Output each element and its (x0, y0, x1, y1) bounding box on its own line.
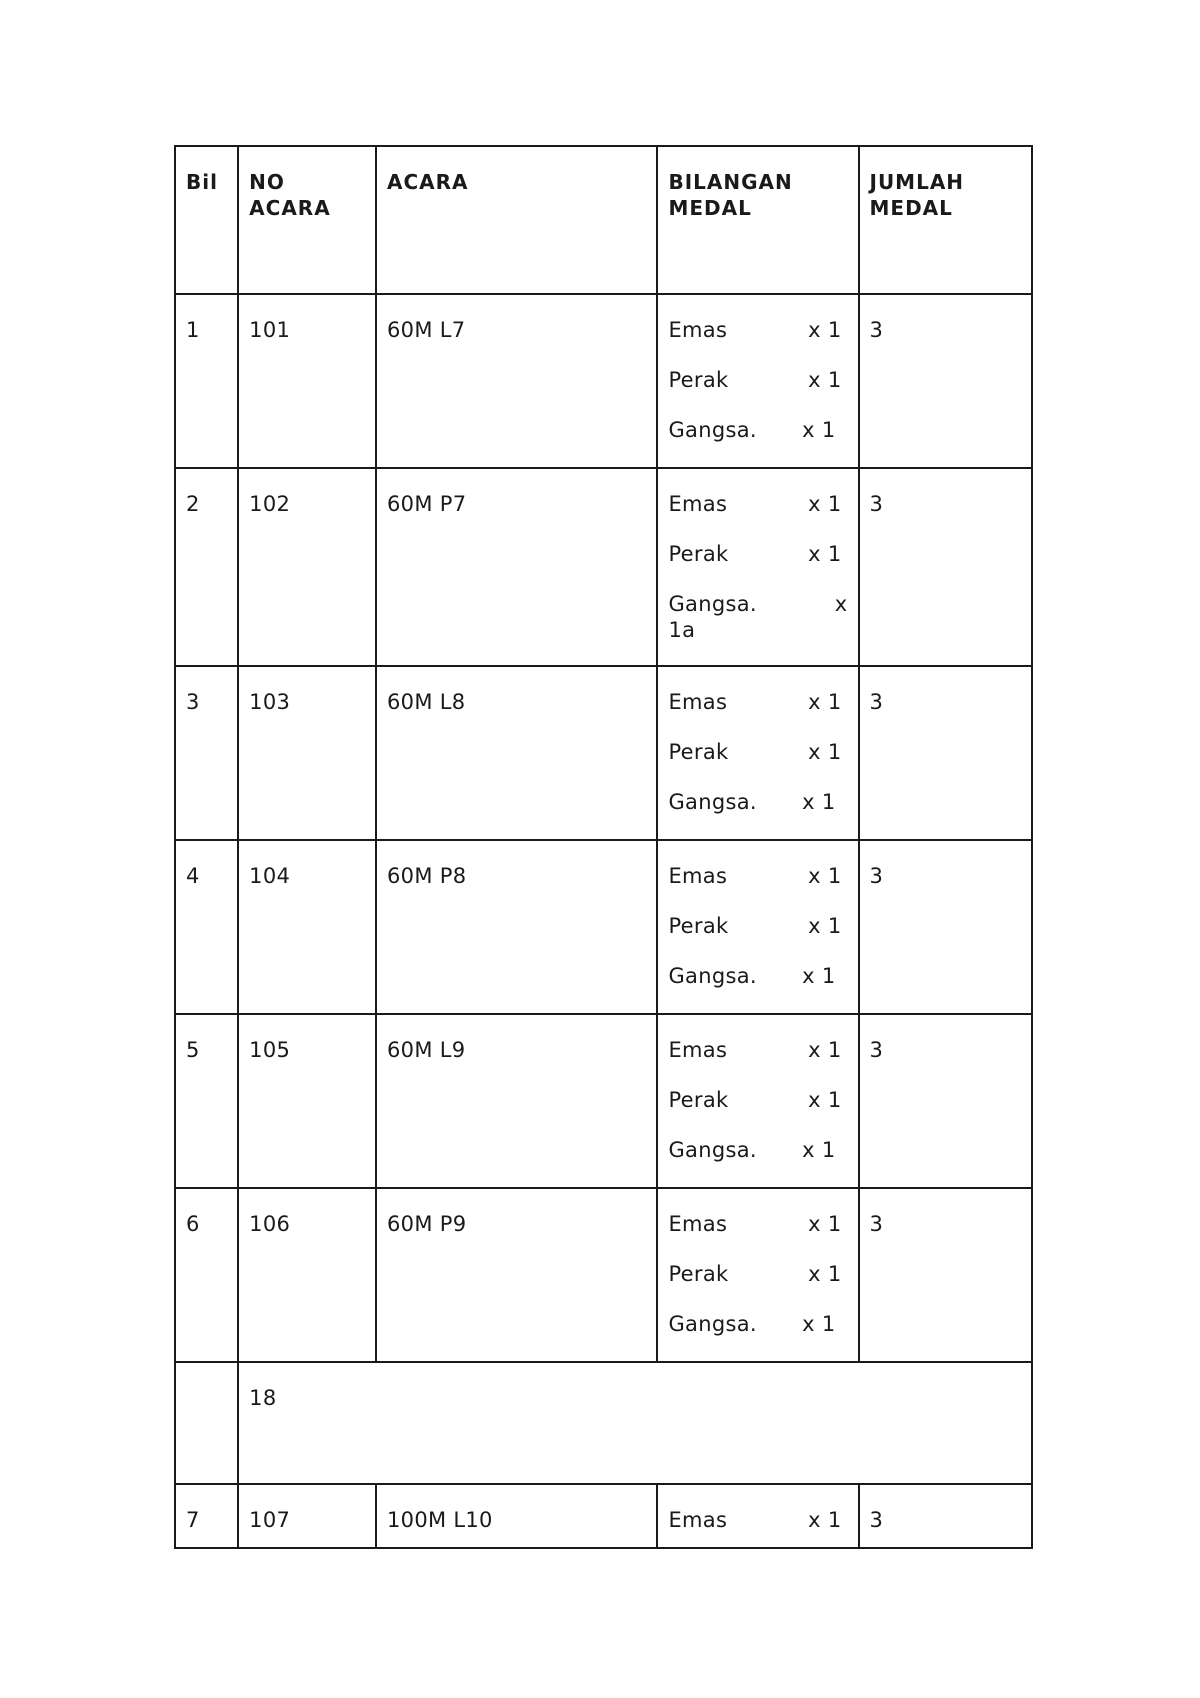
medal-line: Emas x 1 (668, 1212, 842, 1236)
cell-no-acara: 101 (238, 294, 376, 468)
table-row (175, 666, 1032, 840)
table-row (175, 1484, 1032, 1548)
medal-line: Gangsa. x 1a (668, 592, 848, 642)
table-row (175, 1014, 1032, 1188)
table-row (175, 468, 1032, 666)
medal-line: Emas x 1 (668, 1038, 842, 1062)
cell-bilangan-medal (657, 1014, 858, 1188)
cell-bil: 7 (175, 1484, 238, 1548)
header-no-acara: NO ACARA (238, 146, 376, 294)
cell-jumlah-medal: 3 (859, 666, 1033, 840)
cell-acara: 60M P7 (376, 468, 657, 666)
table-row (175, 840, 1032, 1014)
cell-no-acara: 102 (238, 468, 376, 666)
medal-line: Gangsa. x 1 (668, 418, 836, 442)
cell-acara: 60M L9 (376, 1014, 657, 1188)
subtotal-cell: 18 (238, 1362, 1032, 1484)
cell-bilangan-medal (657, 1188, 858, 1362)
medal-line: Perak x 1 (668, 914, 842, 938)
medal-line: Gangsa. x 1 (668, 1138, 836, 1162)
medal-line: Perak x 1 (668, 1262, 842, 1286)
cell-bil: 4 (175, 840, 238, 1014)
cell-bilangan-medal (657, 468, 858, 666)
medal-line: Perak x 1 (668, 1088, 842, 1112)
cell-no-acara: 104 (238, 840, 376, 1014)
cell-acara: 60M L7 (376, 294, 657, 468)
cell-jumlah-medal: 3 (859, 294, 1033, 468)
medal-line: Perak x 1 (668, 368, 842, 392)
header-acara: ACARA (376, 146, 657, 294)
cell-bilangan-medal (657, 1484, 858, 1548)
cell-no-acara: 107 (238, 1484, 376, 1548)
cell-bilangan-medal (657, 840, 858, 1014)
cell-acara: 60M P9 (376, 1188, 657, 1362)
medal-line: Gangsa. x 1 (668, 964, 836, 988)
cell-jumlah-medal: 3 (859, 468, 1033, 666)
medal-line: Gangsa. x 1 (668, 790, 836, 814)
cell-acara: 60M P8 (376, 840, 657, 1014)
cell-no-acara: 105 (238, 1014, 376, 1188)
medal-line: Emas x 1 (668, 492, 842, 516)
cell-bilangan-medal (657, 294, 858, 468)
medal-line: Emas x 1 (668, 690, 842, 714)
subtotal-row (175, 1362, 1032, 1484)
cell-jumlah-medal: 3 (859, 840, 1033, 1014)
cell-no-acara: 106 (238, 1188, 376, 1362)
medal-table (174, 145, 1033, 1549)
medal-line: Gangsa. x 1 (668, 1312, 836, 1336)
cell-no-acara: 103 (238, 666, 376, 840)
header-bil: Bil (175, 146, 238, 294)
cell-bil: 5 (175, 1014, 238, 1188)
header-row (175, 146, 1032, 294)
cell-bil: 2 (175, 468, 238, 666)
cell-acara: 60M L8 (376, 666, 657, 840)
cell-bil: 1 (175, 294, 238, 468)
cell-bil: 3 (175, 666, 238, 840)
medal-line: Emas x 1 (668, 1508, 842, 1532)
header-jumlah-medal: JUMLAH MEDAL (859, 146, 1033, 294)
table-row (175, 294, 1032, 468)
table-row (175, 1188, 1032, 1362)
cell-bilangan-medal (657, 666, 858, 840)
cell-acara: 100M L10 (376, 1484, 657, 1548)
medal-line: Emas x 1 (668, 864, 842, 888)
cell-bil: 6 (175, 1188, 238, 1362)
medal-line: Perak x 1 (668, 542, 842, 566)
cell-jumlah-medal: 3 (859, 1484, 1033, 1548)
medal-line: Emas x 1 (668, 318, 842, 342)
cell-jumlah-medal: 3 (859, 1188, 1033, 1362)
cell-jumlah-medal: 3 (859, 1014, 1033, 1188)
medal-line: Perak x 1 (668, 740, 842, 764)
cell-bil-empty (175, 1362, 238, 1484)
header-bilangan-medal: BILANGAN MEDAL (657, 146, 858, 294)
